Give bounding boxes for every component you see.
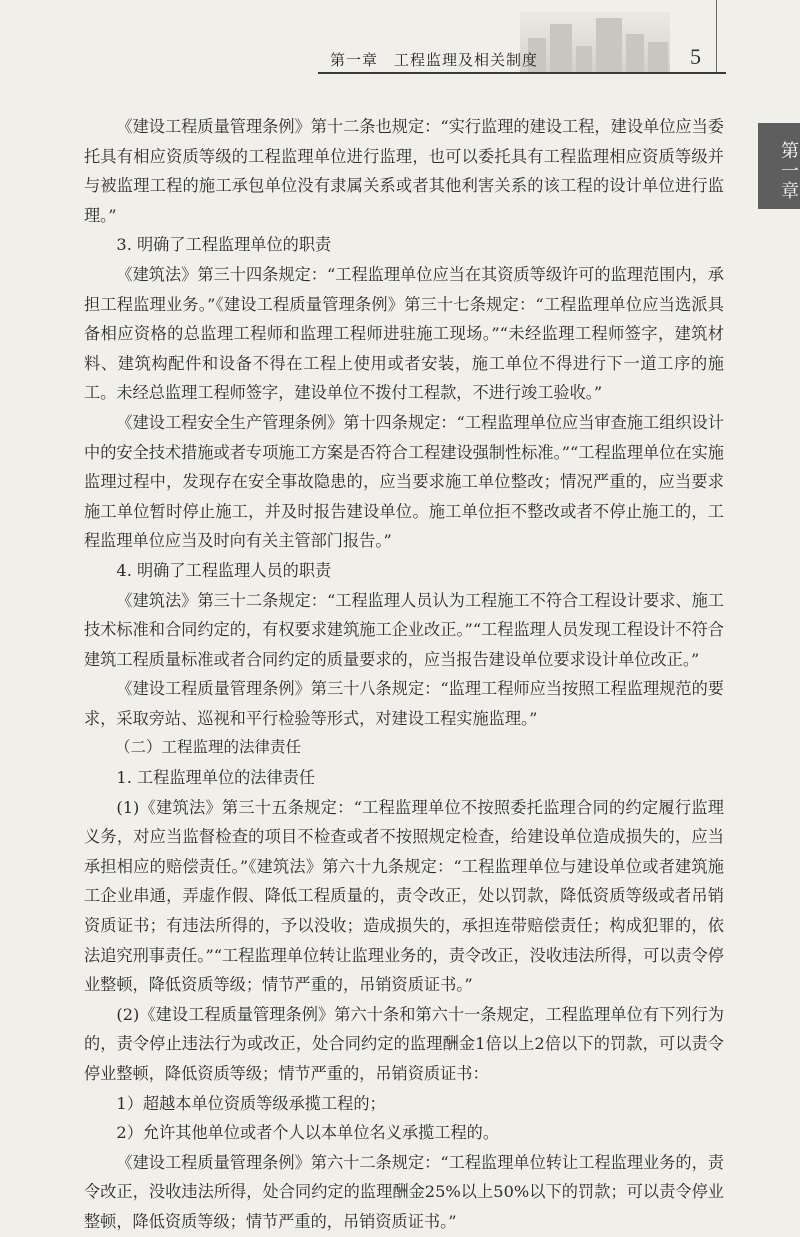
subsection-heading: （二）工程监理的法律责任 [115,738,302,757]
paragraph: 《建筑法》第三十二条规定：“工程监理人员认为工程施工不符合工程设计要求、施工技术标准和合同约定的，有权要求建筑施工企业改正。”“工程监理人员发现工程设计不符合建筑工程质量标准或者合同约定的质量要求的，应当报告建设单位要求设计单位改正。” [84,590,724,669]
header-building-illustration [520,12,670,72]
list-item: 1）超越本单位资质等级承揽工程的； [116,1093,386,1113]
paragraph: 《建设工程质量管理条例》第十二条也规定：“实行监理的建设工程，建设单位应当委托具有相应资质等级的工程监理单位进行监理，也可以委托具有工程监理相应资质等级并与被监理工程的施工承包单位没有隶属关系或者其他利害关系的该工程的设计单位进行监理。” [84,117,724,225]
section-heading: 3. 明确了工程监理单位的职责 [116,235,332,255]
section-heading: 1. 工程监理单位的法律责任 [116,768,316,788]
page-header [0,0,720,78]
paragraph: 《建筑法》第三十四条规定：“工程监理单位应当在其资质等级许可的监理范围内，承担工程监理业务。”《建设工程质量管理条例》第三十七条规定：“工程监理单位应当选派具备相应资格的总监理工程师和监理工程师进驻施工现场。”“未经监理工程师签字，建筑材料、建筑构配件和设备不得在工程上使用或者安装，施工单位不得进行下一道工序的施工。未经总监理工程师签字，建设单位不拨付工程款，不进行竣工验收。” [84,264,724,403]
running-header-title: 第一章 工程监理及相关制度 [330,51,539,69]
chapter-side-tab: 第一章 [758,123,800,209]
section-heading: 4. 明确了工程监理人员的职责 [116,560,332,580]
paragraph: 《建设工程质量管理条例》第三十八条规定：“监理工程师应当按照工程监理规范的要求，采取旁站、巡视和平行检验等形式，对建设工程实施监理。” [84,679,724,728]
list-item: 2）允许其他单位或者个人以本单位名义承揽工程的。 [116,1123,500,1143]
paragraph: 《建设工程安全生产管理条例》第十四条规定：“工程监理单位应当审查施工组织设计中的安全技术措施或者专项施工方案是否符合工程建设强制性标准。”“工程监理单位在实施监理过程中，发现存在安全事故隐患的，应当要求施工单位整改；情况严重的，应当要求施工单位暂时停止施工，并及时报告建设单位。施工单位拒不整改或者不停止施工的，工程监理单位应当及时向有关主管部门报告。” [84,412,724,551]
paragraph: (2)《建设工程质量管理条例》第六十条和第六十一条规定，工程监理单位有下列行为的，责令停止违法行为或改正，处合同约定的监理酬金1倍以上2倍以下的罚款，可以责令停业整顿，降低资质等级；情节严重的，吊销资质证书： [84,1004,724,1083]
paragraph: 《建设工程质量管理条例》第六十二条规定：“工程监理单位转让工程监理业务的，责令改正，没收违法所得，处合同约定的监理酬金25%以上50%以下的罚款；可以责令停业整顿，降低资质等级；情节严重的，吊销资质证书。” [84,1152,724,1231]
header-rule [318,72,726,74]
paragraph: (1)《建筑法》第三十五条规定：“工程监理单位不按照委托监理合同的约定履行监理义务，对应当监督检查的项目不检查或者不按照规定检查，给建设单位造成损失的，应当承担相应的赔偿责任。”《建筑法》第六十九条规定：“工程监理单位与建设单位或者建筑施工企业串通，弄虚作假、降低工程质量的，责令改正，处以罚款，降低资质等级或者吊销资质证书；有违法所得的，予以没收；造成损失的，承担连带赔偿责任；构成犯罪的，依法追究刑事责任。”“工程监理单位转让监理业务的，责令改正，没收违法所得，可以责令停业整顿，降低资质等级；情节严重的，吊销资质证书。” [84,797,724,995]
page-body [84,112,724,1237]
header-vertical-rule [716,0,717,72]
page-number: 5 [690,44,701,69]
